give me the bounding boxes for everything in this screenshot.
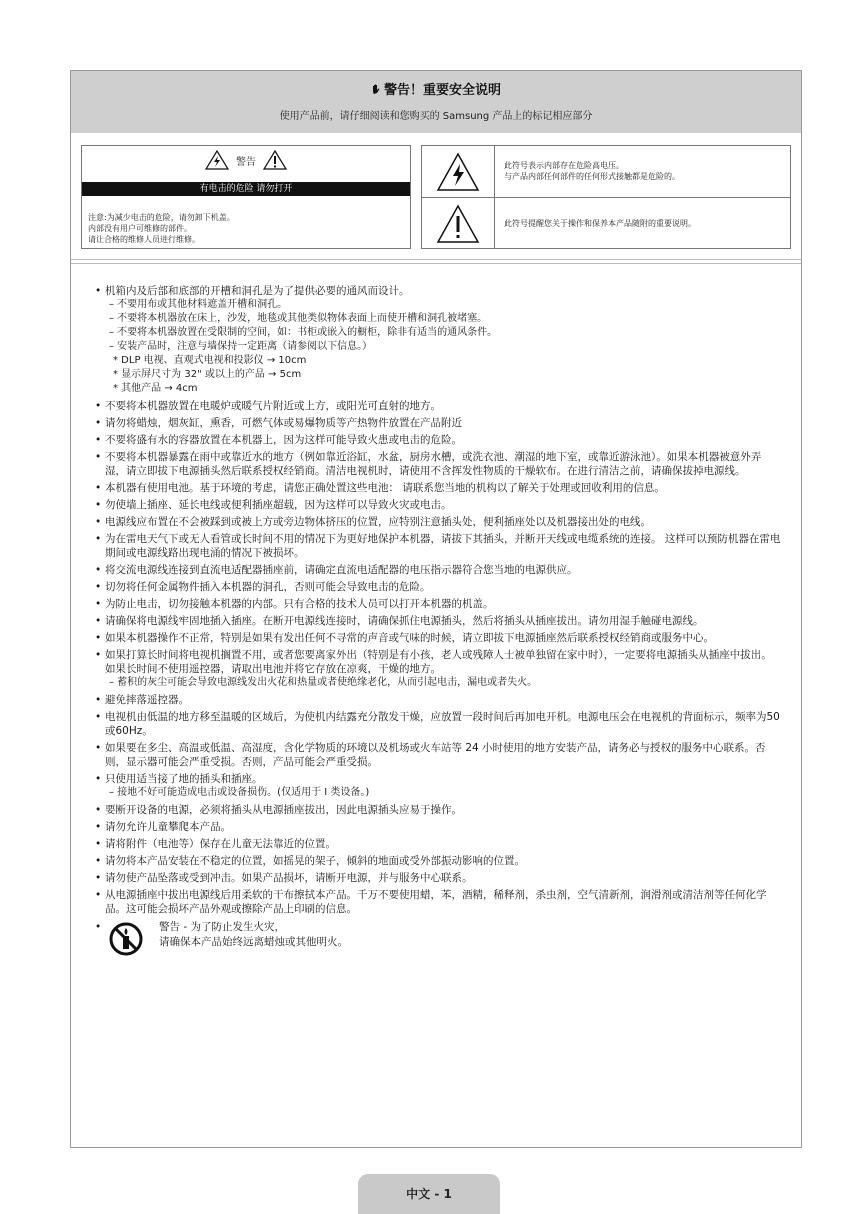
candle-warning — [91, 920, 781, 960]
lightning-triangle-icon — [205, 150, 229, 170]
list-item: • 如果本机器操作不正常，特别是如果有发出任何不寻常的声音或气味的时候，请立即拔下电源插座然后联系授权经销商或服务中心。 — [91, 631, 781, 645]
list-item: • 本机器有使用电池。基于环境的考虑，请您正确处置这些电池： 请联系您当地的机构以了解关于处理或回收利用的信息。 — [91, 481, 781, 495]
lightning-triangle-icon — [436, 152, 480, 192]
sub-item: – 接地不好可能造成电击或设备损伤。(仅适用于 I 类设备。) — [109, 787, 370, 798]
warning-label-heading: 警告 — [82, 150, 410, 172]
list-item: • 请勿将本产品安装在不稳定的位置，如摇晃的架子，倾斜的地面或受外部振动影响的位置。 — [91, 854, 781, 868]
exclamation-triangle-icon — [263, 150, 287, 170]
header-subtitle: 使用产品前，请仔细阅读和您购买的 Samsung 产品上的标记相应部分 — [279, 111, 593, 122]
list-item: • 切勿将任何金属物件插入本机器的洞孔，否则可能会导致电击的危险。 — [91, 580, 781, 594]
list-item: • 为在雷电天气下或无人看管或长时间不用的情况下为更好地保护本机器，请拔下其插头，并断开天线或电缆系统的连接。 这样可以预防机器在雷电期间或电源线路出现电涌的情况下被损坏。 — [91, 532, 781, 560]
list-item: • 为防止电击，切勿接触本机器的内部。只有合格的技术人员可以打开本机器的机盖。 — [91, 597, 781, 611]
list-item: • 请勿使产品坠落或受到冲击。如果产品损坏，请断开电源，并与服务中心联系。 — [91, 871, 781, 885]
list-item: • 勿使墙上插座、延长电线或便利插座超载，因为这样可以导致火灾或电击。 — [91, 498, 781, 512]
shock-hazard-bar: 有电击的危险 请勿打开 — [82, 182, 410, 196]
list-item: • 避免摔落遥控器。 — [91, 693, 781, 707]
page-number: 中文 - 1 — [358, 1174, 500, 1214]
list-item: • 不要将盛有水的容器放置在本机器上，因为这样可能导致火患或电击的危险。 — [91, 433, 781, 447]
divider — [71, 259, 801, 260]
list-item: • 不要将本机器暴露在雨中或靠近水的地方（例如靠近浴缸，水盆，厨房水槽，或洗衣池、潮湿的地下室，或靠近游泳池）。如果本机器被意外弄湿，请立即拔下电源插头然后联系授权经销商。清洁电视机时，请使用不含挥发性物质的干燥软布。在进行清洁之前，请确保拔掉电源线。 — [91, 450, 781, 478]
list-item: • 电源线应布置在不会被踩到或被上方或旁边物体挤压的位置，应特别注意插头处，便利插座处以及机器接出处的电线。 — [91, 515, 781, 529]
sub-item: – 不要将本机器放在床上，沙发，地毯或其他类似物体表面上而使开槽和洞孔被堵塞。 — [109, 313, 488, 324]
list-item: • 请勿允许儿童攀爬本产品。 — [91, 820, 781, 834]
high-voltage-note: 此符号表示内部存在危险高电压。 与产品内部任何部件的任何形式接触都是危险的。 — [504, 161, 680, 181]
list-item: • 如果打算长时间将电视机搁置不用，或者您要离家外出（特别是有小孩，老人或残障人士被单独留在家中时），一定要将电源插头从插座中拔出。如果长时间不使用遥控器，请取出电池并将它存放在凉爽，干燥的地方。 — [91, 648, 781, 676]
sub-item: – 不要将本机器放置在受限制的空间，如：书柜或嵌入的橱柜，除非有适当的通风条件。 — [109, 327, 498, 338]
hand-stop-icon — [371, 83, 382, 95]
sub-sub-item: * 其他产品 → 4cm — [113, 383, 198, 394]
sub-item: – 蓄积的灰尘可能会导致电源线发出火花和热量或者使绝缘老化，从而引起电击，漏电或者失火。 — [109, 677, 538, 688]
safety-sheet — [70, 70, 802, 1148]
sub-item: – 安装产品时，注意与墙保持一定距离（请参阅以下信息。） — [109, 341, 373, 352]
exclamation-triangle-icon — [436, 204, 480, 244]
list-item: • 不要将本机器放置在电暖炉或暖气片附近或上方，或阳光可直射的地方。 — [91, 399, 781, 413]
divider — [422, 197, 790, 198]
safety-list — [91, 281, 781, 960]
list-item: • 要断开设备的电源，必须将插头从电源插座拔出，因此电源插头应易于操作。 — [91, 803, 781, 817]
sub-item: – 不要用布或其他材料遮盖开槽和洞孔。 — [109, 299, 288, 310]
candle-warning-line-2: 请确保本产品始终远离蜡烛或其他明火。 — [159, 936, 348, 948]
sub-sub-item: * 显示屏尺寸为 32" 或以上的产品 → 5cm — [113, 369, 302, 380]
list-item: • 请确保将电源线牢固地插入插座。在断开电源线连接时，请确保抓住电源插头，然后将插头从插座拔出。请勿用湿手触碰电源线。 — [91, 614, 781, 628]
list-item: • 机箱内及后部和底部的开槽和洞孔是为了提供必要的通风而设计。 — [91, 284, 781, 298]
list-item: • 从电源插座中拔出电源线后用柔软的干布擦拭本产品。千万不要使用蜡，苯，酒精，稀释剂，杀虫剂，空气清新剂，润滑剂或清洁剂等任何化学品。这可能会损坏产品外观或擦除产品上印刷的信息。 — [91, 888, 781, 916]
bullet: • — [95, 921, 102, 933]
list-item: • 请勿将蜡烛，烟灰缸，熏香，可燃气体或易爆物质等产热物件放置在产品附近 — [91, 416, 781, 430]
warning-label-box — [81, 145, 411, 249]
divider — [71, 263, 801, 264]
sub-sub-item: * DLP 电视、直观式电视和投影仪 → 10cm — [113, 355, 307, 366]
list-item: • 请将附件（电池等）保存在儿童无法靠近的位置。 — [91, 837, 781, 851]
no-candle-icon — [109, 922, 143, 956]
header-banner — [71, 71, 801, 133]
instructions-note: 此符号提醒您关于操作和保养本产品随附的重要说明。 — [504, 219, 696, 228]
list-item: • 如果要在多尘、高温或低温、高湿度，含化学物质的环境以及机场或火车站等 24 小时使用的地方安装产品，请务必与授权的服务中心联系。否则，显示器可能会严重受损。否则，产品可能会严重受损。 — [91, 741, 781, 769]
warning-notes: 注意:为减少电击的危险，请勿卸下机盖。 内部没有用户可维修的部件。 请让合格的维修人员进行维修。 — [88, 213, 235, 244]
list-item: • 只使用适当接了地的插头和插座。 — [91, 772, 781, 786]
candle-warning-line-1: 警告 - 为了防止发生火灾， — [159, 921, 285, 933]
list-item: • 电视机由低温的地方移至温暖的区域后，为使机内结露充分散发干燥，应放置一段时间后再加电开机。电源电压会在电视机的背面标示，频率为50或60Hz。 — [91, 710, 781, 738]
symbol-explanation-box — [421, 145, 791, 249]
list-item: • 将交流电源线连接到直流电适配器插座前，请确定直流电适配器的电压指示器符合您当地的电源供应。 — [91, 563, 781, 577]
header-title: 警告！重要安全说明 — [71, 79, 801, 98]
